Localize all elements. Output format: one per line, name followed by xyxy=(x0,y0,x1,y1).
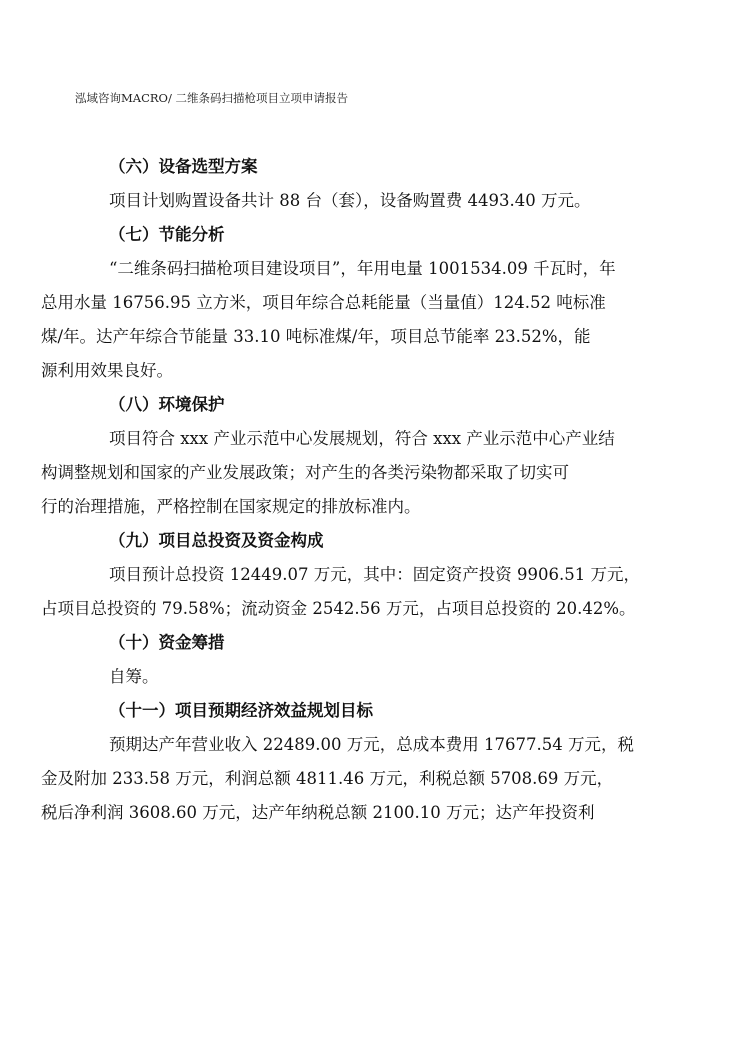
paragraph-line: 占项目总投资的 79.58%；流动资金 2542.56 万元，占项目总投资的 20.42%。 xyxy=(41,599,636,618)
paragraph-line: 行的治理措施，严格控制在国家规定的排放标准内。 xyxy=(41,497,421,516)
section-heading: （十）资金筹措 xyxy=(109,633,225,652)
paragraph-line: 自筹。 xyxy=(109,667,159,686)
document-body xyxy=(41,150,675,830)
paragraph-line: 源利用效果良好。 xyxy=(41,361,173,380)
section-heading: （七）节能分析 xyxy=(109,225,225,244)
section-heading: （六）设备选型方案 xyxy=(109,157,258,176)
section-economic-targets xyxy=(41,694,675,830)
paragraph-line: 金及附加 233.58 万元，利润总额 4811.46 万元，利税总额 5708.69 万元， xyxy=(41,769,614,788)
paragraph-line: 项目预计总投资 12449.07 万元，其中：固定资产投资 9906.51 万元， xyxy=(109,565,640,584)
paragraph-line: 煤/年。达产年综合节能量 33.10 吨标准煤/年，项目总节能率 23.52%，能 xyxy=(41,327,591,346)
paragraph-line: “二维条码扫描枪项目建设项目”，年用电量 1001534.09 千瓦时，年 xyxy=(109,259,616,278)
section-paragraph xyxy=(41,728,675,830)
section-paragraph xyxy=(41,558,675,626)
paragraph-line: 总用水量 16756.95 立方米，项目年综合总耗能量（当量值）124.52 吨标准 xyxy=(41,293,606,312)
section-heading: （九）项目总投资及资金构成 xyxy=(109,531,324,550)
section-energy xyxy=(41,218,675,388)
paragraph-line: 构调整规划和国家的产业发展政策；对产生的各类污染物都采取了切实可 xyxy=(41,463,569,482)
paragraph-line: 预期达产年营业收入 22489.00 万元，总成本费用 17677.54 万元，税 xyxy=(109,735,634,754)
section-paragraph xyxy=(75,660,675,694)
section-investment xyxy=(41,524,675,626)
paragraph-line: 税后净利润 3608.60 万元，达产年纳税总额 2100.10 万元；达产年投资利 xyxy=(41,803,595,822)
paragraph-line: 项目计划购置设备共计 88 台（套），设备购置费 4493.40 万元。 xyxy=(109,191,591,210)
section-financing xyxy=(75,626,675,694)
section-paragraph xyxy=(41,252,675,388)
section-heading: （十一）项目预期经济效益规划目标 xyxy=(109,701,373,720)
section-environment xyxy=(41,388,675,524)
section-paragraph xyxy=(75,184,675,218)
section-equipment xyxy=(75,150,675,218)
section-heading: （八）环境保护 xyxy=(109,395,225,414)
section-paragraph xyxy=(41,422,675,524)
document-header: 泓域咨询MACRO/ 二维条码扫描枪项目立项申请报告 xyxy=(75,91,348,105)
paragraph-line: 项目符合 xxx 产业示范中心发展规划，符合 xxx 产业示范中心产业结 xyxy=(109,429,615,448)
